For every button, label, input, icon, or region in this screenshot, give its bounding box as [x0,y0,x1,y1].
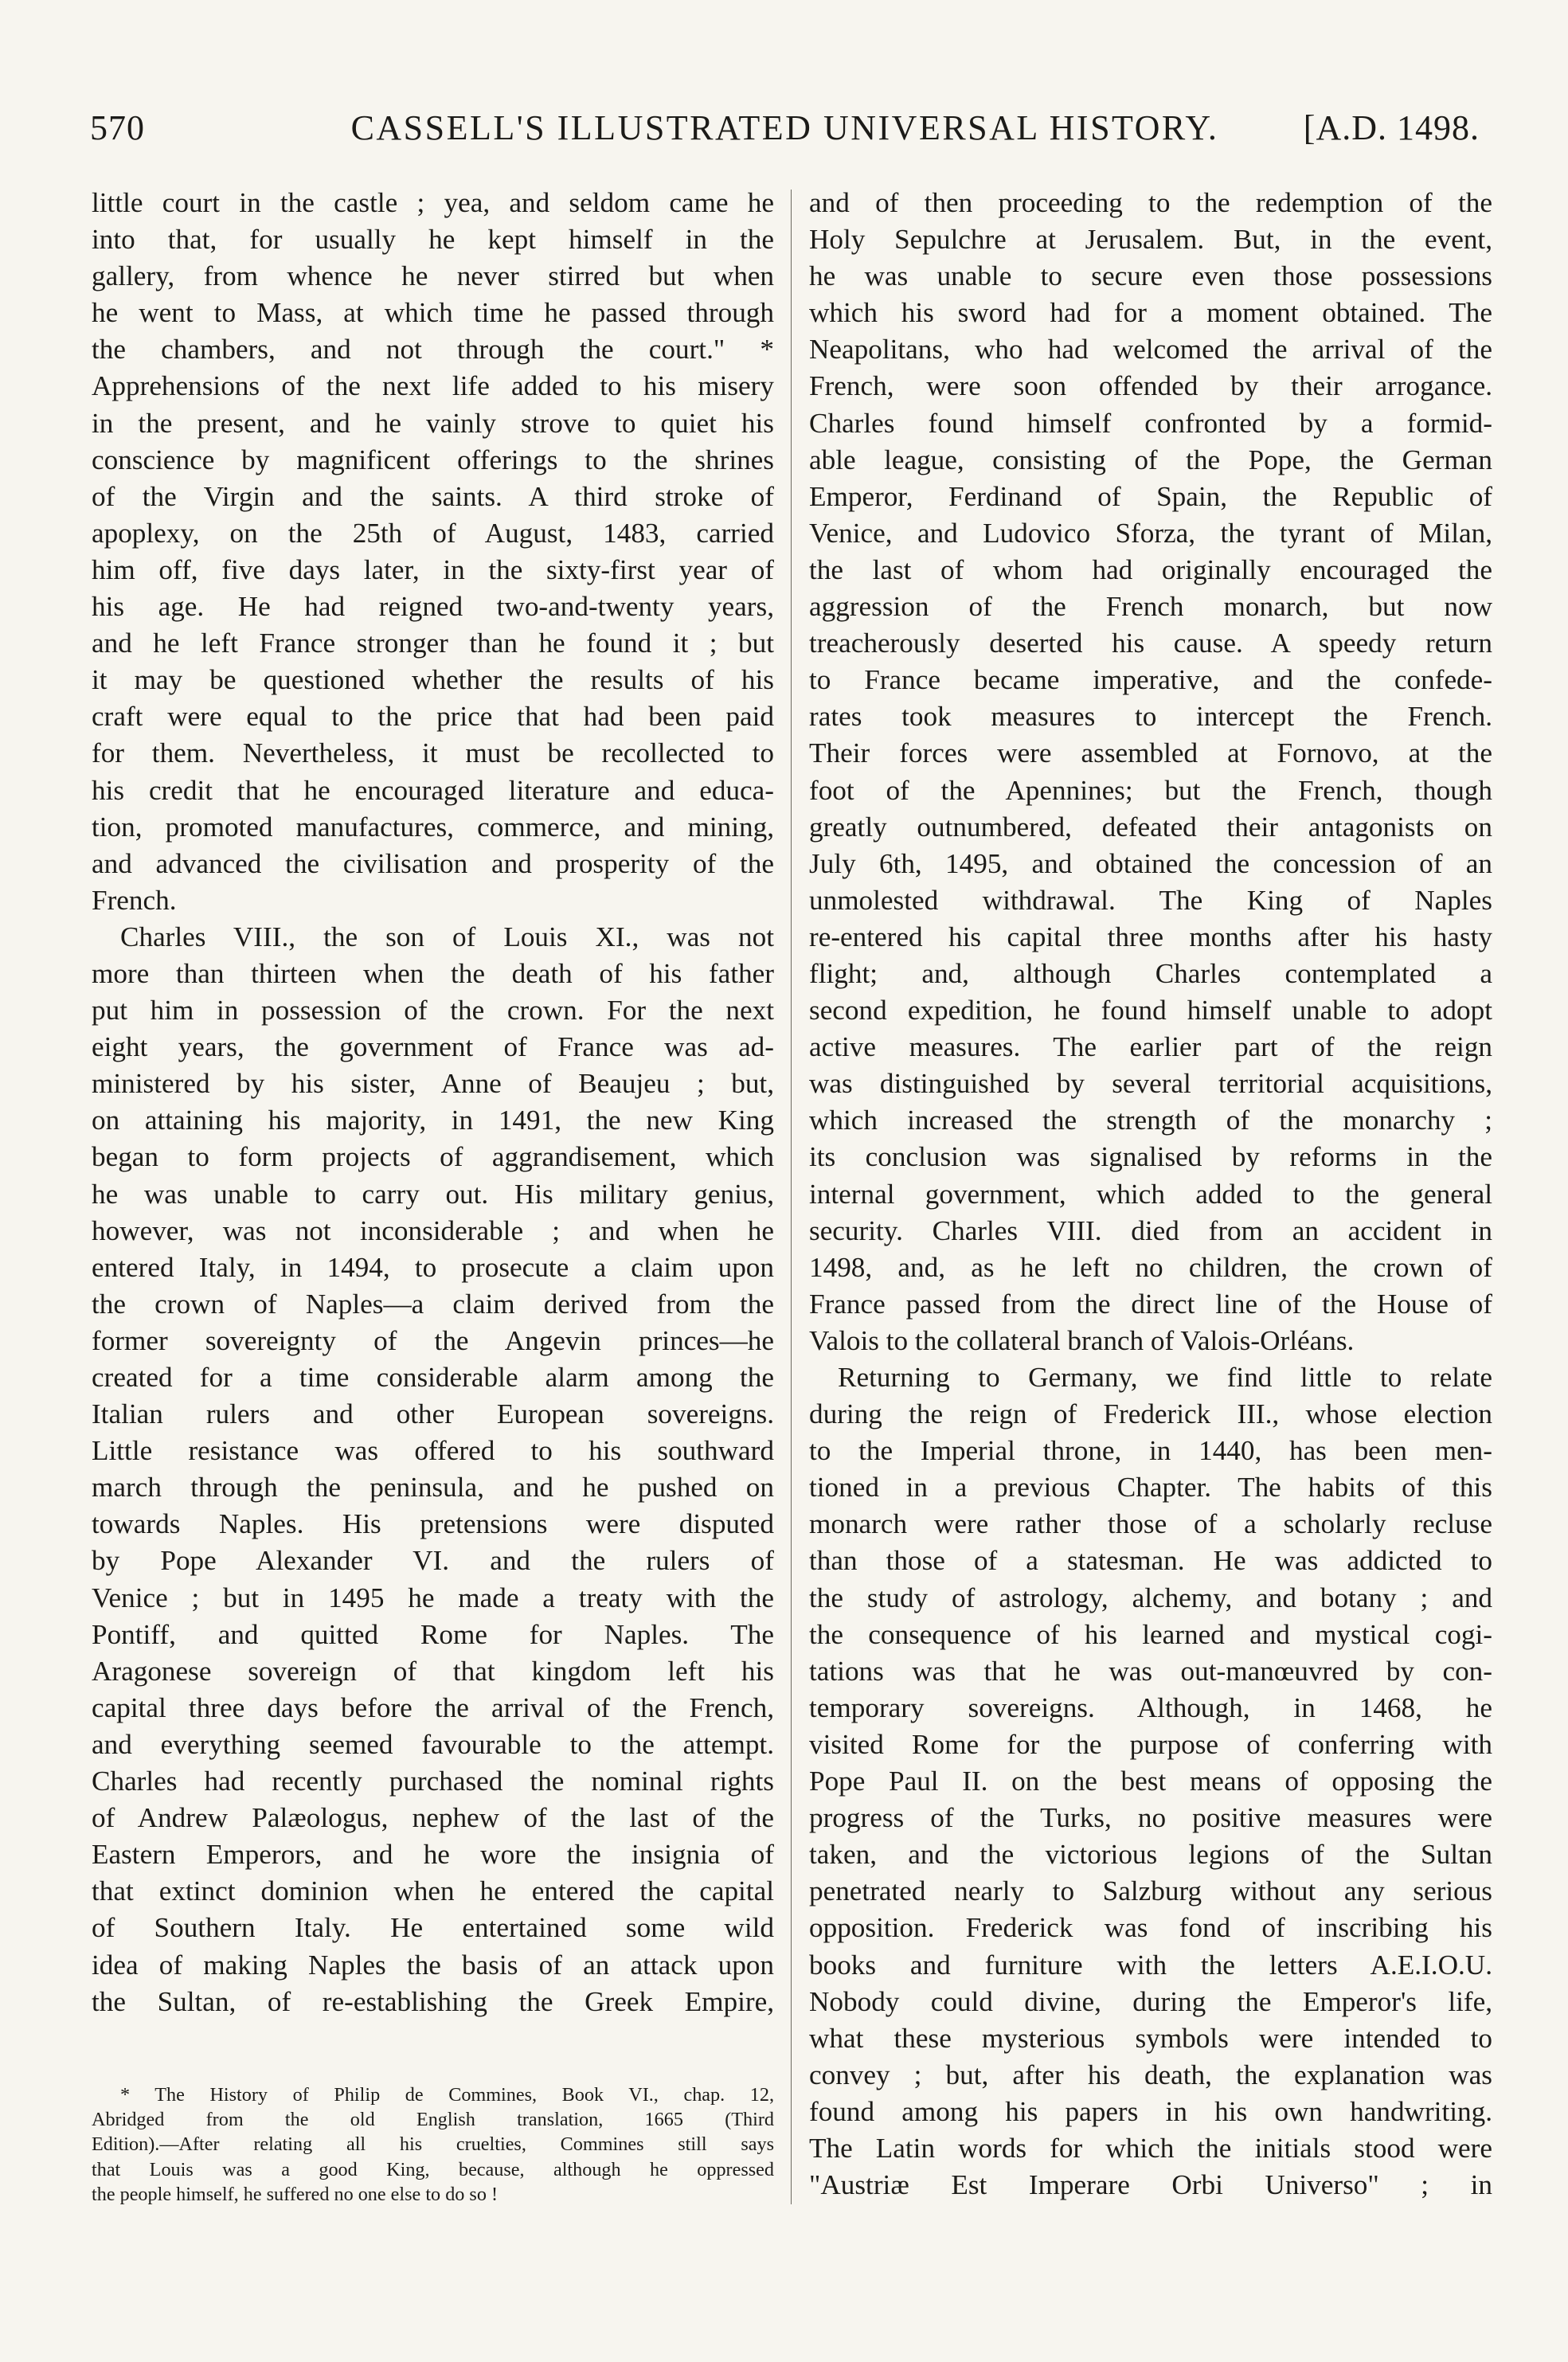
text-line: and he left France stronger than he found it ; but [92,628,774,659]
text-line: treacherously deserted his cause. A speedy return [809,628,1492,659]
text-line: march through the peninsula, and he pushed on [92,1472,774,1504]
text-line: Eastern Emperors, and he wore the insignia of [92,1839,774,1871]
text-line: by Pope Alexander VI. and the rulers of [92,1545,774,1577]
text-line: craft were equal to the price that had been paid [92,701,774,733]
text-line: Charles VIII., the son of Louis XI., was not [120,921,774,952]
footnote-line: Abridged from the old English translation, 1665 (Third [92,2109,774,2131]
text-line: he went to Mass, at which time he passed through [92,297,774,329]
running-title: CASSELL'S ILLUSTRATED UNIVERSAL HISTORY. [350,108,1219,147]
text-line: progress of the Turks, no positive measures were [809,1802,1492,1834]
text-line: foot of the Apennines; but the French, though [809,774,1492,806]
text-line: 1498, and, as he left no children, the crown of [809,1251,1492,1283]
left-column [92,185,774,2020]
text-line: which increased the strength of the monarchy ; [809,1105,1492,1136]
text-line: the crown of Naples—a claim derived from the [92,1288,774,1320]
text-line: capital three days before the arrival of the French, [92,1691,774,1723]
text-line: internal government, which added to the general [809,1178,1492,1210]
footnote-line: that Louis was a good King, because, although he oppressed [92,2158,774,2180]
text-line: to the Imperial throne, in 1440, has been men- [809,1435,1492,1467]
text-line: ministered by his sister, Anne of Beaujeu ; but, [92,1068,774,1100]
text-line: and everything seemed favourable to the attempt. [92,1728,774,1760]
page-number: 570 [90,108,145,147]
text-line: the Sultan, of re-establishing the Greek Empire, [92,1985,774,2017]
text-line: Pontiff, and quitted Rome for Naples. The [92,1618,774,1650]
text-line: was distinguished by several territorial acquisitions, [809,1068,1492,1100]
text-line: eight years, the government of France was ad- [92,1031,774,1063]
text-line: idea of making Naples the basis of an attack upon [92,1949,774,1981]
text-line: temporary sovereigns. Although, in 1468, he [809,1691,1492,1723]
text-line: Pope Paul II. on the best means of opposing the [809,1766,1492,1797]
text-line: of the Virgin and the saints. A third stroke of [92,480,774,512]
text-line: more than thirteen when the death of his father [92,957,774,989]
footnote-line: the people himself, he suffered no one else to do so ! [92,2183,499,2205]
text-line: began to form projects of aggrandisement, which [92,1141,774,1173]
text-line: tion, promoted manufactures, commerce, and mining, [92,811,774,843]
column-divider [791,190,792,2204]
text-line: the last of whom had originally encouraged the [809,553,1492,585]
text-line: French, were soon offended by their arrogance. [809,370,1492,402]
text-line: Charles found himself confronted by a formid- [809,407,1492,439]
text-line: towards Naples. His pretensions were disputed [92,1508,774,1540]
text-line: he was unable to carry out. His military genius, [92,1178,774,1210]
text-line: Holy Sepulchre at Jerusalem. But, in the event, [809,224,1492,256]
text-line: his age. He had reigned two-and-twenty years, [92,591,774,623]
text-line: opposition. Frederick was fond of inscribing his [809,1912,1492,1944]
text-line: and advanced the civilisation and prosperity of the [92,847,774,879]
text-line: Returning to Germany, we find little to relate [838,1362,1492,1393]
text-line: for them. Nevertheless, it must be recollected to [92,737,774,769]
footnote-line: Edition).—After relating all his cruelties, Commines still says [92,2133,774,2156]
text-line: during the reign of Frederick III., whose election [809,1398,1492,1430]
text-line: and of then proceeding to the redemption of the [809,187,1492,218]
text-line: created for a time considerable alarm among the [92,1362,774,1393]
text-line: gallery, from whence he never stirred but when [92,260,774,292]
text-line: in the present, and he vainly strove to quiet his [92,407,774,439]
text-line: Venice, and Ludovico Sforza, the tyrant of Milan, [809,517,1492,549]
text-line: the chambers, and not through the court." * [92,334,774,366]
text-line: put him in possession of the crown. For the next [92,995,774,1027]
text-line: little court in the castle ; yea, and seldom came he [92,187,774,218]
text-line: penetrated nearly to Salzburg without any serious [809,1875,1492,1907]
text-line: he was unable to secure even those possessions [809,260,1492,292]
text-line: security. Charles VIII. died from an accident in [809,1214,1492,1246]
footnote-line: * The History of Philip de Commines, Book VI., chap. 12, [120,2084,774,2106]
text-line: convey ; but, after his death, the explanation was [809,2059,1492,2090]
text-line: second expedition, he found himself unable to adopt [809,995,1492,1027]
text-line: French. [92,884,177,916]
text-line: entered Italy, in 1494, to prosecute a claim upon [92,1251,774,1283]
text-line: aggression of the French monarch, but now [809,591,1492,623]
text-line: greatly outnumbered, defeated their antagonists on [809,811,1492,843]
text-line: on attaining his majority, in 1491, the new King [92,1105,774,1136]
text-line: conscience by magnificent offerings to the shrines [92,444,774,475]
text-line: tioned in a previous Chapter. The habits of this [809,1472,1492,1504]
text-line: Italian rulers and other European sovereigns. [92,1398,774,1430]
page-header [90,108,1480,155]
text-line: tations was that he was out-manœuvred by con- [809,1655,1492,1687]
text-line: re-entered his capital three months after his hasty [809,921,1492,952]
text-line: the consequence of his learned and mystical cogi- [809,1618,1492,1650]
text-line: taken, and the victorious legions of the Sultan [809,1839,1492,1871]
text-line: Neapolitans, who had welcomed the arrival of the [809,334,1492,366]
text-line: Emperor, Ferdinand of Spain, the Republic of [809,480,1492,512]
text-line: former sovereignty of the Angevin princes—he [92,1324,774,1356]
text-line: it may be questioned whether the results of his [92,664,774,696]
text-line: what these mysterious symbols were intended to [809,2022,1492,2054]
text-line: found among his papers in his own handwriting. [809,2095,1492,2127]
text-line: France passed from the direct line of the House of [809,1288,1492,1320]
right-column [809,185,1492,2204]
text-line: its conclusion was signalised by reforms in the [809,1141,1492,1173]
text-line: "Austriæ Est Imperare Orbi Universo" ; in [809,2169,1492,2201]
text-line: however, was not inconsiderable ; and when he [92,1214,774,1246]
text-line: that extinct dominion when he entered the capital [92,1875,774,1907]
text-line: Nobody could divine, during the Emperor's life, [809,1985,1492,2017]
text-line: visited Rome for the purpose of conferring with [809,1728,1492,1760]
text-line: Valois to the collateral branch of Valois-Orléans. [809,1324,1355,1356]
text-line: able league, consisting of the Pope, the German [809,444,1492,475]
text-line: which his sword had for a moment obtained. The [809,297,1492,329]
text-line: flight; and, although Charles contemplated a [809,957,1492,989]
text-line: him off, five days later, in the sixty-first year of [92,553,774,585]
text-line: The Latin words for which the initials stood were [809,2132,1492,2164]
text-line: active measures. The earlier part of the reign [809,1031,1492,1063]
text-line: books and furniture with the letters A.E.I.O.U. [809,1949,1492,1981]
text-line: of Southern Italy. He entertained some wild [92,1912,774,1944]
text-line: apoplexy, on the 25th of August, 1483, carried [92,517,774,549]
text-line: Their forces were assembled at Fornovo, at the [809,737,1492,769]
footnote [92,2082,774,2207]
text-line: than those of a statesman. He was addicted to [809,1545,1492,1577]
text-line: into that, for usually he kept himself in the [92,224,774,256]
text-line: the study of astrology, alchemy, and botany ; and [809,1582,1492,1613]
text-line: monarch were rather those of a scholarly recluse [809,1508,1492,1540]
header-date: [A.D. 1498. [1303,108,1480,147]
text-line: Little resistance was offered to his southward [92,1435,774,1467]
text-line: Aragonese sovereign of that kingdom left his [92,1655,774,1687]
text-line: Charles had recently purchased the nominal rights [92,1766,774,1797]
text-line: to France became imperative, and the confede- [809,664,1492,696]
text-line: of Andrew Palæologus, nephew of the last of the [92,1802,774,1834]
text-line: unmolested withdrawal. The King of Naples [809,884,1492,916]
text-line: Apprehensions of the next life added to his misery [92,370,774,402]
text-line: his credit that he encouraged literature and educa- [92,774,774,806]
text-line: Venice ; but in 1495 he made a treaty with the [92,1582,774,1613]
text-line: July 6th, 1495, and obtained the concession of an [809,847,1492,879]
text-line: rates took measures to intercept the French. [809,701,1492,733]
